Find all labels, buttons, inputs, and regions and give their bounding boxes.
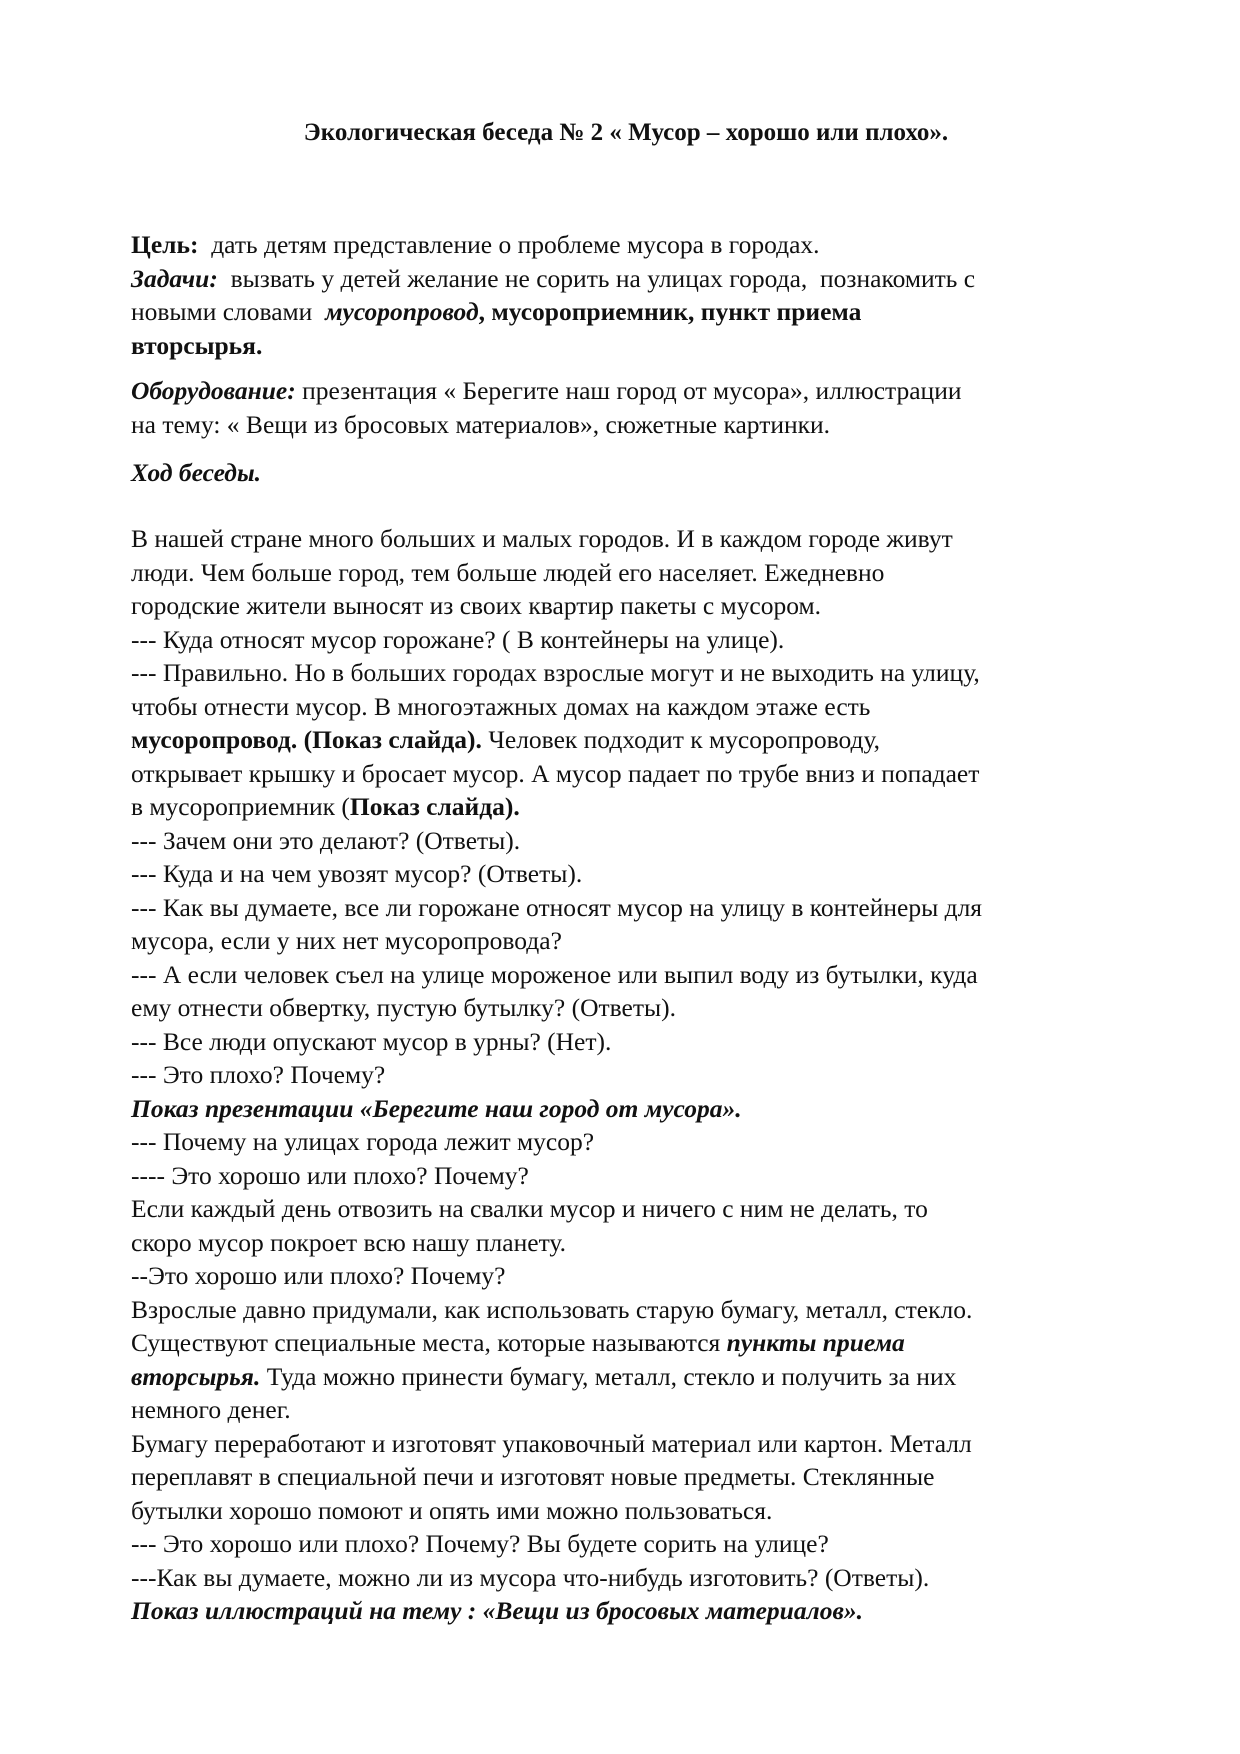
goal-line (131, 228, 1121, 262)
tasks-line-3: вторсырья. (131, 330, 263, 360)
body-line: --- Правильно. Но в больших городах взрослые могут и не выходить на улицу, (131, 658, 980, 687)
body-line: Бумагу переработают и изготовят упаковочный материал или картон. Металл (131, 1428, 972, 1458)
body-line: --- Это хорошо или плохо? Почему? Вы будете сорить на улице? (131, 1529, 829, 1558)
body-line: городские жители выносят из своих квартир пакеты с мусором. (131, 591, 822, 620)
tasks-line2-plain: новыми словами (131, 297, 326, 326)
tasks-line-2 (131, 295, 1121, 329)
body-line: люди. Чем больше город, тем больше людей его населяет. Ежедневно (131, 557, 885, 587)
body-line (131, 723, 1121, 757)
body-line: ---Как вы думаете, можно ли из мусора что-нибудь изготовить? (Ответы). (131, 1562, 930, 1592)
body-line: Если каждый день отвозить на свалки мусор и ничего с ним не делать, то (131, 1194, 928, 1223)
tasks-line-1 (131, 262, 1121, 296)
body-plain-fragment: в мусороприемник ( (131, 792, 350, 821)
goal-label: Цель: (131, 230, 199, 259)
body-bold-fragment: Показ слайда). (349, 792, 520, 821)
equipment-label: Оборудование: (131, 376, 296, 405)
body-line: чтобы отнести мусор. В многоэтажных домах на каждом этаже есть (131, 691, 871, 721)
body-emphasis-fragment: вторсырья. (131, 1361, 261, 1391)
course-heading-block (131, 456, 1121, 490)
body-line: --- Как вы думаете, все ли горожане относят мусор на улицу в контейнеры для (131, 892, 983, 922)
body-bold-fragment: мусоропровод. (Показ слайда). (131, 725, 482, 754)
body-line: ему отнести обвертку, пустую бутылку? (Ответы). (131, 993, 677, 1022)
conversation-body (131, 522, 1121, 1628)
body-line-emphasis: Показ презентации «Берегите наш город от мусора». (131, 1093, 742, 1123)
body-line: --- Все люди опускают мусор в урны? (Нет). (131, 1026, 612, 1056)
equipment-line-2: на тему: « Вещи из бросовых материалов», сюжетные картинки. (131, 409, 831, 439)
body-plain-fragment: Туда можно принести бумагу, металл, стекло и получить за них (260, 1361, 957, 1391)
equipment-text-1: презентация « Берегите наш город от мусора», иллюстрации (295, 376, 962, 405)
body-plain-fragment: Человек подходит к мусоропроводу, (481, 725, 881, 754)
body-line (131, 1360, 1121, 1394)
body-line: --- Куда относят мусор горожане? ( В контейнеры на улице). (131, 624, 785, 654)
document-title: Экологическая беседа № 2 « Мусор – хорошо или плохо». (303, 119, 949, 146)
body-line: открывает крышку и бросает мусор. А мусор падает по трубе вниз и попадает (131, 758, 980, 788)
body-line: --- Это плохо? Почему? (131, 1060, 386, 1089)
body-line: В нашей стране много больших и малых городов. И в каждом городе живут (131, 524, 953, 553)
tasks-label: Задачи: (131, 263, 218, 293)
body-line: Взрослые давно придумали, как использовать старую бумагу, металл, стекло. (131, 1294, 973, 1324)
body-line: ---- Это хорошо или плохо? Почему? (131, 1160, 529, 1190)
tasks-text-1: вызвать у детей желание не сорить на улицах города, познакомить с (217, 263, 976, 293)
goal-text: дать детям представление о проблеме мусора в городах. (198, 230, 820, 259)
body-line (131, 1326, 1121, 1360)
body-line (131, 790, 1121, 824)
body-emphasis-fragment: пункты приема (726, 1328, 905, 1357)
body-line: переплавят в специальной печи и изготовят новые предметы. Стеклянные (131, 1462, 935, 1491)
body-line: --- А если человек съел на улице мороженое или выпил воду из бутылки, куда (131, 959, 978, 989)
body-line: скоро мусор покроет всю нашу планету. (131, 1227, 566, 1257)
body-line: --- Почему на улицах города лежит мусор? (131, 1127, 595, 1156)
tasks-term-garbage-chute: мусоропровод (325, 297, 479, 326)
course-heading: Ход беседы. (131, 458, 262, 487)
body-line: немного денег. (131, 1395, 291, 1424)
body-line: бутылки хорошо помоют и опять ими можно пользоваться. (131, 1495, 773, 1525)
body-plain-fragment: Существуют специальные места, которые называются (131, 1328, 727, 1357)
body-line: --Это хорошо или плохо? Почему? (131, 1261, 506, 1290)
equipment-block (131, 374, 1121, 441)
goal-tasks-block (131, 228, 1121, 362)
body-line: --- Куда и на чем увозят мусор? (Ответы). (131, 859, 583, 888)
tasks-terms-bold: , мусороприемник, пункт приема (478, 297, 862, 326)
equipment-line-1 (131, 374, 1121, 408)
body-line-emphasis: Показ иллюстраций на тему : «Вещи из бросовых материалов». (131, 1596, 863, 1625)
body-line: --- Зачем они это делают? (Ответы). (131, 825, 521, 855)
body-line: мусора, если у них нет мусоропровода? (131, 926, 562, 955)
